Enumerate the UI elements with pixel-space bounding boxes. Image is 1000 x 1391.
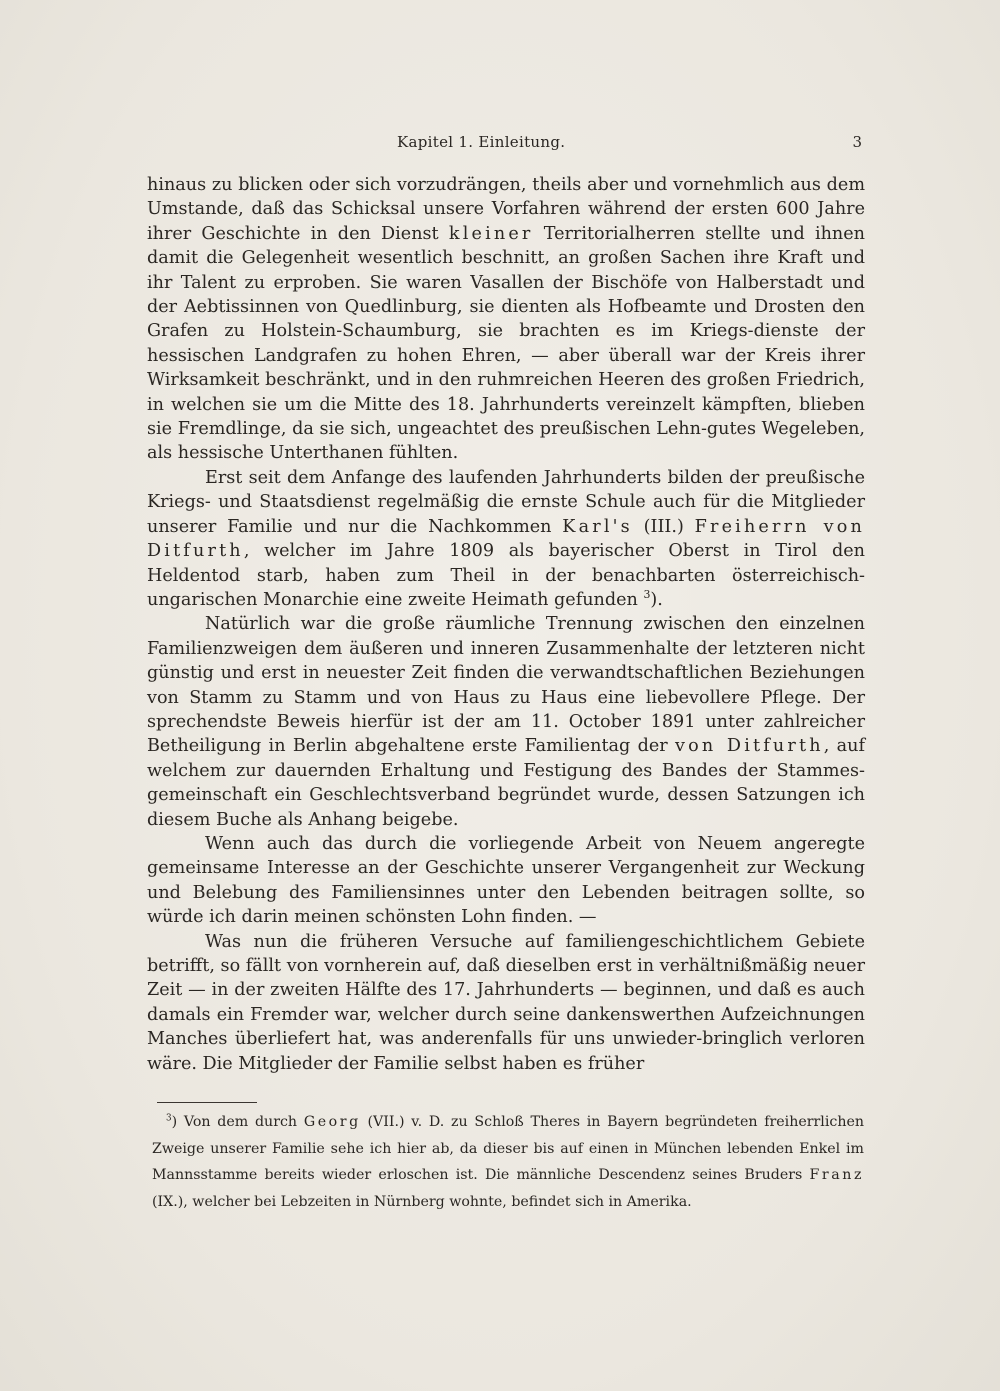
paragraph-1-emphasis: kleiner [448, 223, 534, 244]
footnote-emphasis-2: Franz [809, 1167, 864, 1183]
running-head [150, 133, 862, 157]
footnote-divider [157, 1102, 257, 1103]
footnote-marker: 3 [166, 1113, 172, 1124]
paragraph-5: Was nun die früheren Versuche auf familiengeschichtlichem Gebiete betrifft, so fällt von vornherein auf, daß dieselben erst in verhältnißmäßig neuer Zeit — in der zweiten Hälfte des 17. Jahrhunderts — beginnen, und daß es auch damals ein Fremder war, welcher durch seine dankenswerthen Aufzeichnungen Manches überliefert hat, was anderenfalls für uns unwieder-bringlich verloren wäre. Die Mitglieder der Familie selbst haben es früher [147, 931, 865, 1074]
paragraph-2-text-d: ). [650, 589, 663, 610]
paragraph-2-text-c: , welcher im Jahre 1809 als bayerischer Oberst in Tirol den Heldentod starb, haben zum Theil in der benachbarten österreichisch-ungarischen Monarchie eine zweite Heimath gefunden [147, 541, 865, 610]
footnotes [152, 1109, 864, 1215]
paragraph-1-text-b: Territorialherren stellte und ihnen damit die Gelegenheit wesentlich beschnitt, an großen Sachen ihre Kraft und ihr Talent zu erproben. Sie waren Vasallen der Bischöfe von Halberstadt und der Aebtissinnen von Quedlinburg, sie dienten als Hofbeamte und Drosten den Grafen zu Holstein-Schaumburg, sie brachten es im Kriegs-dienste der hessischen Landgrafen zu hohen Ehren, — aber überall war der Kreis ihrer Wirksamkeit beschränkt, und in den ruhmreichen Heeren des großen Friedrich, in welchen sie um die Mitte des 18. Jahrhunderts vereinzelt kämpften, blieben sie Fremdlinge, da sie sich, ungeachtet des preußischen Lehn-gutes Wegeleben, als hessische Unterthanen fühlten. [147, 223, 865, 464]
body-text [147, 173, 865, 1076]
paragraph-2-emphasis-2: Freiherrn von Ditfurth [147, 516, 865, 562]
footnote-emphasis-1: Georg [303, 1114, 361, 1130]
paragraph-1 [147, 173, 865, 466]
paragraph-2 [147, 466, 865, 612]
paragraph-2-text-a: Erst seit dem Anfange des laufenden Jahrhunderts bilden der preußische Kriegs- und Staatsdienst regelmäßig die ernste Schule auch für die Mitglieder unserer Familie und nur die Nachkommen [147, 467, 865, 537]
paragraph-3-emphasis: von Ditfurth [675, 736, 824, 757]
paragraph-4: Wenn auch das durch die vorliegende Arbeit von Neuem angeregte gemeinsame Interesse an der Geschichte unserer Vergangenheit zur Weckung und Belebung des Familiensinnes unter den Lebenden beitragen sollte, so würde ich darin meinen schönsten Lohn finden. — [147, 833, 865, 928]
paragraph-1-text-a: hinaus zu blicken oder sich vorzudrängen, theils aber und vornehmlich aus dem Umstande, daß das Schicksal unsere Vorfahren während der ersten 600 Jahre ihrer Geschichte in den Dienst [147, 175, 865, 244]
paragraph-2-emphasis-1: Karl's [562, 516, 633, 537]
footnote-text-b: (VII.) v. D. zu Schloß Theres in Bayern begründeten freiherrlichen Zweige unserer Familie sehe ich hier ab, da dieser bis auf einen in München lebenden Enkel im Mannsstamme bereits wieder erloschen ist. Die männliche Descendenz seines Bruders [152, 1114, 864, 1183]
running-title: Kapitel 1. Einleitung. [397, 133, 566, 151]
footnote-3 [152, 1109, 864, 1215]
footnote-text-c: (IX.), welcher bei Lebzeiten in Nürnberg wohnte, befindet sich in Amerika. [152, 1193, 692, 1210]
paragraph-2-text-b: (III.) [632, 516, 695, 537]
footnote-text-a: ) Von dem durch [171, 1114, 304, 1130]
footnote-reference: 3 [643, 588, 651, 602]
paragraph-3-text-a: Natürlich war die große räumliche Trennung zwischen den einzelnen Familienzweigen dem äußeren und inneren Zusammenhalte der letzteren nicht günstig und erst in neuester Zeit finden die verwandtschaftlichen Beziehungen von Stamm zu Stamm und von Haus zu Haus eine liebevollere Pflege. Der sprechendste Beweis hierfür ist der am 11. October 1891 unter zahlreicher Betheiligung in Berlin abgehaltene erste Familientag der [147, 614, 865, 757]
page-number: 3 [852, 133, 862, 151]
paragraph-3-text-b: , auf welchem zur dauernden Erhaltung und Festigung des Bandes der Stammes-gemeinschaft ein Geschlechtsverband begründet wurde, dessen Satzungen ich diesem Buche als Anhang beigebe. [147, 736, 865, 830]
paragraph-3 [147, 612, 865, 832]
